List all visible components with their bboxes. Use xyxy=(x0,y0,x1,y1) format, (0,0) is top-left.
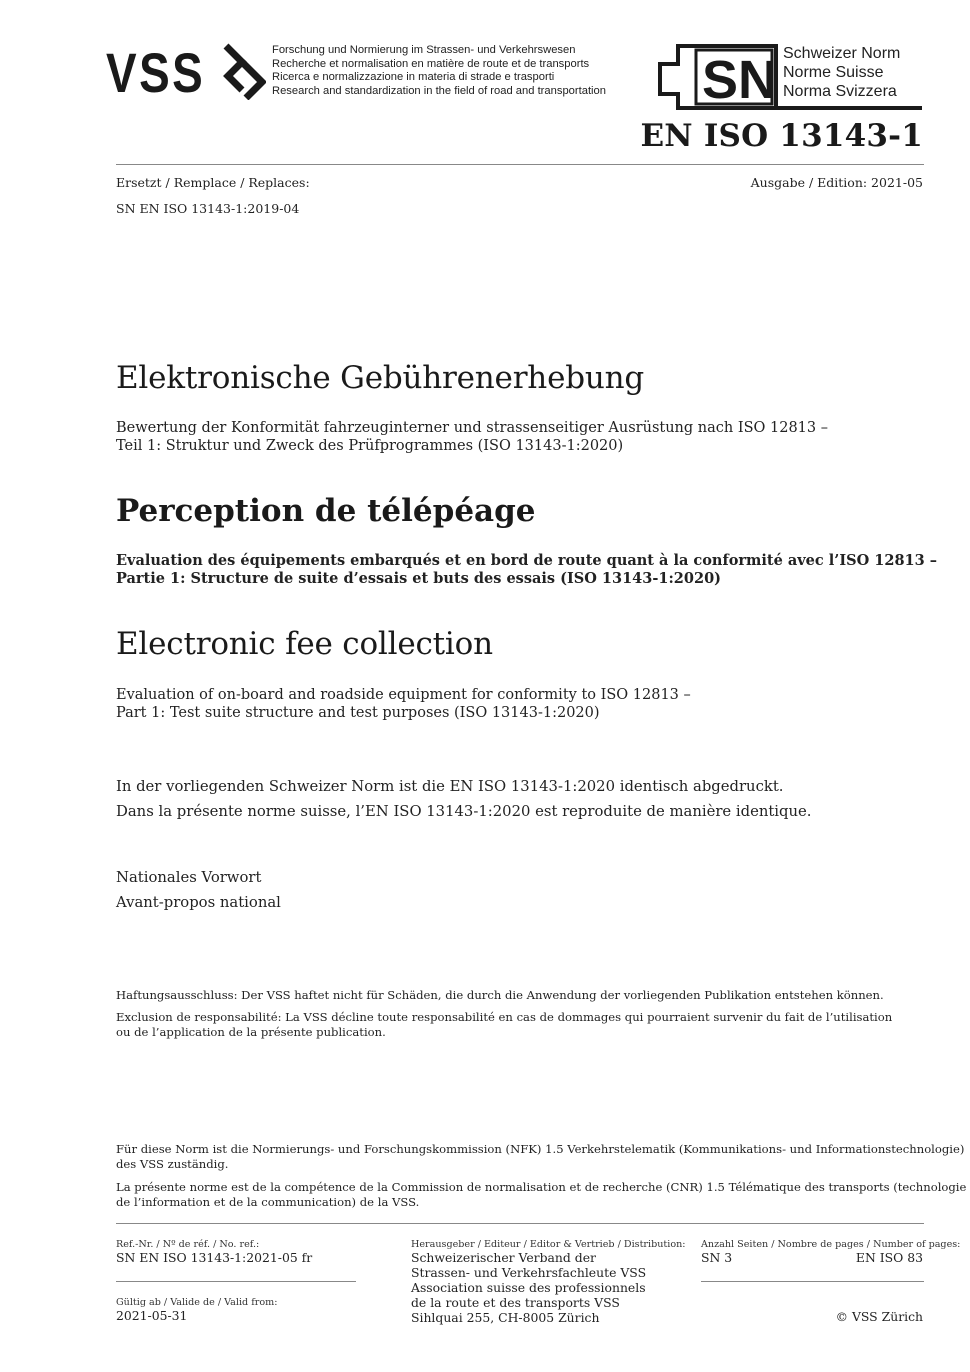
valid-value: 2021-05-31 xyxy=(116,1308,188,1323)
subtitle-de-line: Bewertung der Konformität fahrzeuginterner und strassenseitiger Ausrüstung nach ISO 12813 – xyxy=(116,420,828,436)
replaces-value: SN EN ISO 13143-1:2019-04 xyxy=(116,201,300,216)
competence-fr xyxy=(116,1180,966,1209)
copyright: © VSS Zürich xyxy=(835,1309,923,1324)
edition: Ausgabe / Edition: 2021-05 xyxy=(750,175,923,190)
subtitle-fr-line: Evaluation des équipements embarqués et en bord de route quant à la conformité avec l’ISO 12813 – xyxy=(116,552,938,569)
subtitle-en xyxy=(116,686,691,722)
standard-number: EN ISO 13143-1 xyxy=(640,118,923,154)
subtitle-en-line: Evaluation of on-board and roadside equipment for conformity to ISO 12813 – xyxy=(116,687,691,703)
publisher-label: Herausgeber / Editeur / Editor & Vertrieb / Distribution: xyxy=(411,1239,686,1250)
ref-label: Ref.-Nr. / Nº de réf. / No. ref.: xyxy=(116,1239,260,1250)
publisher-address xyxy=(411,1250,646,1325)
footer-right-divider xyxy=(701,1281,924,1282)
title-fr: Perception de télépéage xyxy=(116,493,536,529)
publisher-line: Strassen- und Verkehrsfachleute VSS xyxy=(411,1265,647,1280)
vss-tagline xyxy=(272,44,606,98)
vss-tagline-line: Forschung und Normierung im Strassen- und Verkehrswesen xyxy=(272,44,576,56)
subtitle-fr-line: Partie 1: Structure de suite d’essais et buts des essais (ISO 13143-1:2020) xyxy=(116,570,722,587)
footer-divider xyxy=(116,1223,924,1224)
sn-name-de: Schweizer Norm xyxy=(783,45,901,62)
disclaimer-fr-line: Exclusion de responsabilité: La VSS décline toute responsabilité en cas de dommages qui pourraient survenir du fait de l’utilisation xyxy=(116,1010,893,1024)
disclaimer-fr-line: ou de l’application de la présente publication. xyxy=(116,1024,386,1039)
identical-statement-de: In der vorliegenden Schweizer Norm ist die EN ISO 13143-1:2020 identisch abgedruckt. xyxy=(116,778,784,795)
pages-sn: SN 3 xyxy=(701,1250,733,1265)
vss-logo-text: VSS xyxy=(106,41,206,100)
subtitle-fr xyxy=(116,552,937,588)
subtitle-de xyxy=(116,419,828,455)
sn-name-it: Norma Svizzera xyxy=(783,83,897,100)
competence-fr-line: de l’information et de la communication) de la VSS. xyxy=(116,1194,420,1209)
valid-label: Gültig ab / Valide de / Valid from: xyxy=(116,1297,278,1308)
pages-en: EN ISO 83 xyxy=(855,1250,923,1265)
header-divider xyxy=(116,164,924,165)
subtitle-en-line: Part 1: Test suite structure and test purposes (ISO 13143-1:2020) xyxy=(116,705,600,721)
disclaimer-de-line: Haftungsausschluss: Der VSS haftet nicht für Schäden, die durch die Anwendung der vorliegenden Publikation entstehen können. xyxy=(116,988,884,1002)
ref-value: SN EN ISO 13143-1:2021-05 fr xyxy=(116,1250,313,1265)
foreword-de: Nationales Vorwort xyxy=(116,869,262,886)
competence-fr-line: La présente norme est de la compétence de la Commission de normalisation et de recherche (CNR) 1.5 Télématique des transports (technologie xyxy=(116,1180,967,1194)
publisher-line: de la route et des transports VSS xyxy=(411,1295,620,1310)
publisher-line: Association suisse des professionnels xyxy=(411,1280,646,1295)
footer-left-divider xyxy=(116,1281,356,1282)
sn-name-fr: Norme Suisse xyxy=(783,64,884,81)
foreword-fr: Avant-propos national xyxy=(116,894,281,911)
replaces-label: Ersetzt / Remplace / Replaces: xyxy=(116,175,310,190)
competence-de-line: Für diese Norm ist die Normierungs- und Forschungskommission (NFK) 1.5 Verkehrstelematik (Kommunikations- und Informationstechnologie) xyxy=(116,1142,965,1156)
publisher-line: Schweizerischer Verband der xyxy=(411,1250,596,1265)
sn-logo-text: SN xyxy=(702,50,778,110)
vss-tagline-line: Ricerca e normalizzazione in materia di strade e trasporti xyxy=(272,71,555,84)
disclaimer-fr xyxy=(116,1010,892,1039)
identical-statement-fr: Dans la présente norme suisse, l’EN ISO 13143-1:2020 est reproduite de manière identique. xyxy=(116,803,812,820)
vss-tagline-line: Research and standardization in the field of road and transportation xyxy=(272,84,606,97)
pages-label: Anzahl Seiten / Nombre de pages / Number of pages: xyxy=(701,1239,961,1250)
vss-logo xyxy=(106,40,266,104)
competence-de-line: des VSS zuständig. xyxy=(116,1156,229,1171)
competence-de xyxy=(116,1142,964,1171)
publisher-line: Sihlquai 255, CH-8005 Zürich xyxy=(411,1310,600,1325)
vss-tagline-line: Recherche et normalisation en matière de route et de transports xyxy=(272,57,590,70)
sn-names xyxy=(783,44,900,101)
subtitle-de-line: Teil 1: Struktur und Zweck des Prüfprogrammes (ISO 13143-1:2020) xyxy=(116,438,624,454)
disclaimer-de xyxy=(116,988,884,1003)
title-en: Electronic fee collection xyxy=(116,626,493,662)
title-de: Elektronische Gebührenerhebung xyxy=(116,360,645,396)
